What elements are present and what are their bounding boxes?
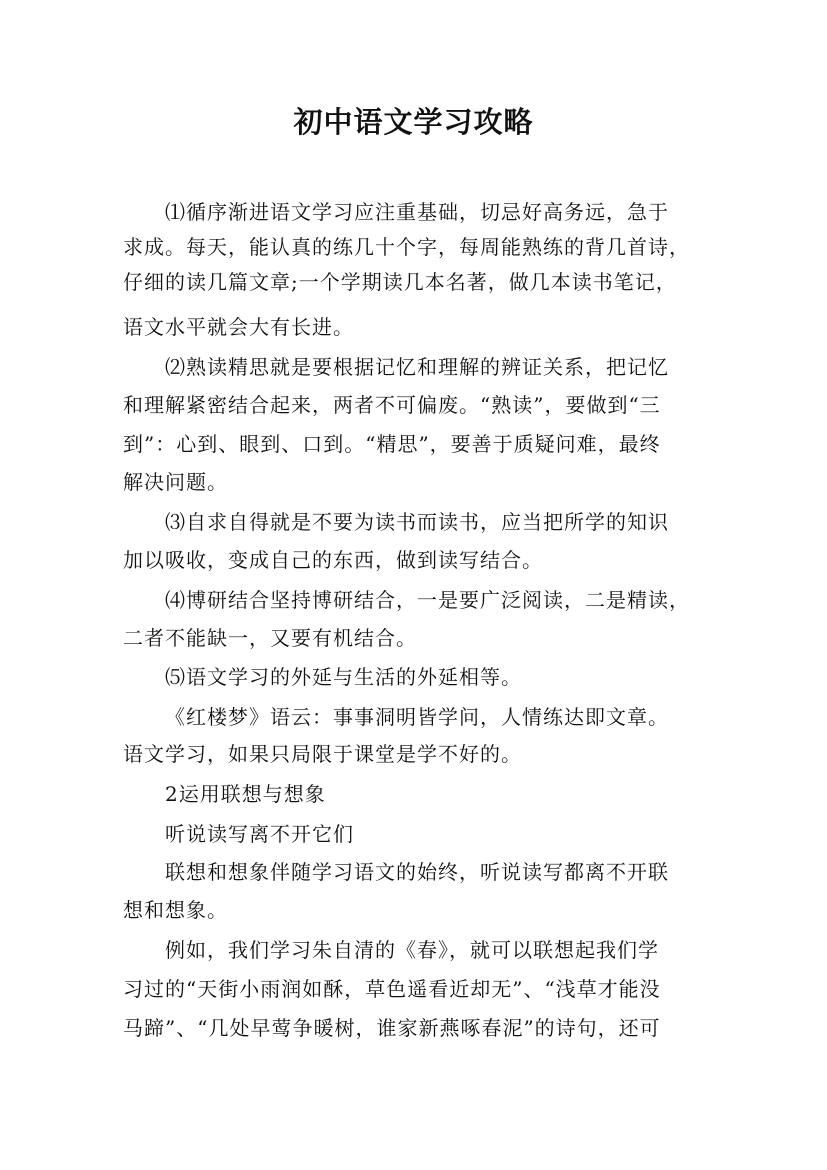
text-line: 语文学习，如果只局限于课堂是学不好的。: [123, 742, 522, 766]
text-line: 和理解紧密结合起来，两者不可偏废。“熟读”，要做到“三: [123, 393, 661, 417]
text-line: ⑴循序渐进语文学习应注重基础，切忌好高务远，急于: [165, 200, 669, 224]
text-line: 求成。每天，能认真的练几十个字，每周能熟练的背几首诗，: [123, 235, 690, 259]
text-line: 听说读写离不开它们: [165, 822, 354, 846]
text-line: 仔细的读几篇文章;一个学期读几本名著，做几本读书笔记，: [123, 270, 677, 294]
text-line: 例如，我们学习朱自清的《春》，就可以联想起我们学: [165, 938, 659, 962]
text-line: 2运用联想与想象: [165, 782, 326, 806]
text-line: 加以吸收，变成自己的东西，做到读写结合。: [123, 548, 543, 572]
text-line: 联想和想象伴随学习语文的始终，听说读写都离不开联: [165, 860, 669, 884]
text-line: ⑷博研结合坚持博研结合，一是要广泛阅读，二是精读，: [165, 588, 690, 612]
text-line: 《红楼梦》语云：事事洞明皆学问，人情练达即文章。: [165, 705, 669, 729]
text-line: ⑸语文学习的外延与生活的外延相等。: [165, 665, 522, 689]
text-line: 想和想象。: [123, 898, 228, 922]
text-line: 马蹄”、“几处早莺争暖树，谁家新燕啄春泥”的诗句，还可: [123, 1016, 661, 1040]
text-line: 语文水平就会大有长进。: [123, 315, 354, 339]
text-line: 解决问题。: [123, 470, 228, 494]
text-line: 到”：心到、眼到、口到。“精思”，要善于质疑问难，最终: [123, 432, 661, 456]
document-title: 初中语文学习攻略: [293, 105, 534, 139]
text-line: ⑶自求自得就是不要为读书而读书，应当把所学的知识: [165, 510, 669, 534]
text-line: ⑵熟读精思就是要根据记忆和理解的辨证关系，把记忆: [165, 355, 669, 379]
text-line: 二者不能缺一，又要有机结合。: [123, 626, 417, 650]
text-line: 习过的“天街小雨润如酥，草色遥看近却无”、“浅草才能没: [123, 977, 661, 1001]
